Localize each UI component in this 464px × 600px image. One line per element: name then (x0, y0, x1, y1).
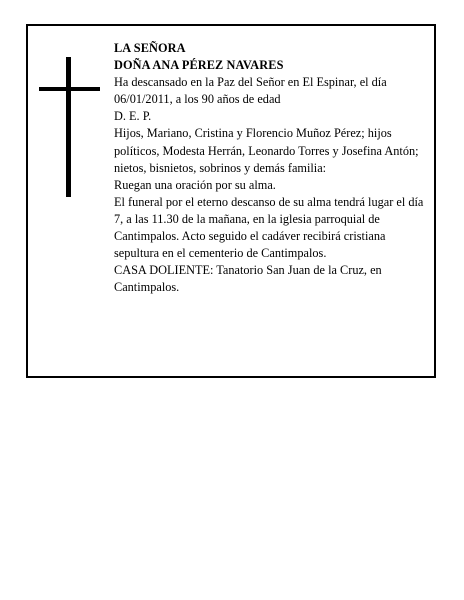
funeral-details: El funeral por el eterno descanso de su alma tendrá lugar el día 7, a las 11.30 de la mañana, en la iglesia parroquial de Cantimpalos. Acto seguido el cadáver recibirá cristiana sepultura en el cementerio de Cantimpalos. (114, 194, 424, 261)
prayer-request: Ruegan una oración por su alma. (114, 177, 276, 192)
rip-text: D. E. P. (114, 109, 152, 124)
notice-title-line-1: LA SEÑORA (114, 41, 186, 55)
notice-text (114, 40, 432, 296)
cross-vertical-bar (66, 57, 71, 197)
cross-horizontal-bar (39, 87, 100, 91)
mourning-house: CASA DOLIENTE: Tanatorio San Juan de la Cruz, en Cantimpalos. (114, 263, 382, 295)
death-notice-frame (26, 24, 436, 378)
rest-announcement: Ha descansado en la Paz del Señor en El Espinar, el día 06/01/2011, a los 90 años de edad (114, 75, 387, 107)
notice-title-line-2: DOÑA ANA PÉREZ NAVARES (114, 58, 284, 73)
family-list: Hijos, Mariano, Cristina y Florencio Muñoz Pérez; hijos políticos, Modesta Herrán, Leonardo Torres y Josefina Antón; nietos, bisnietos, sobrinos y demás familia: (114, 126, 419, 175)
